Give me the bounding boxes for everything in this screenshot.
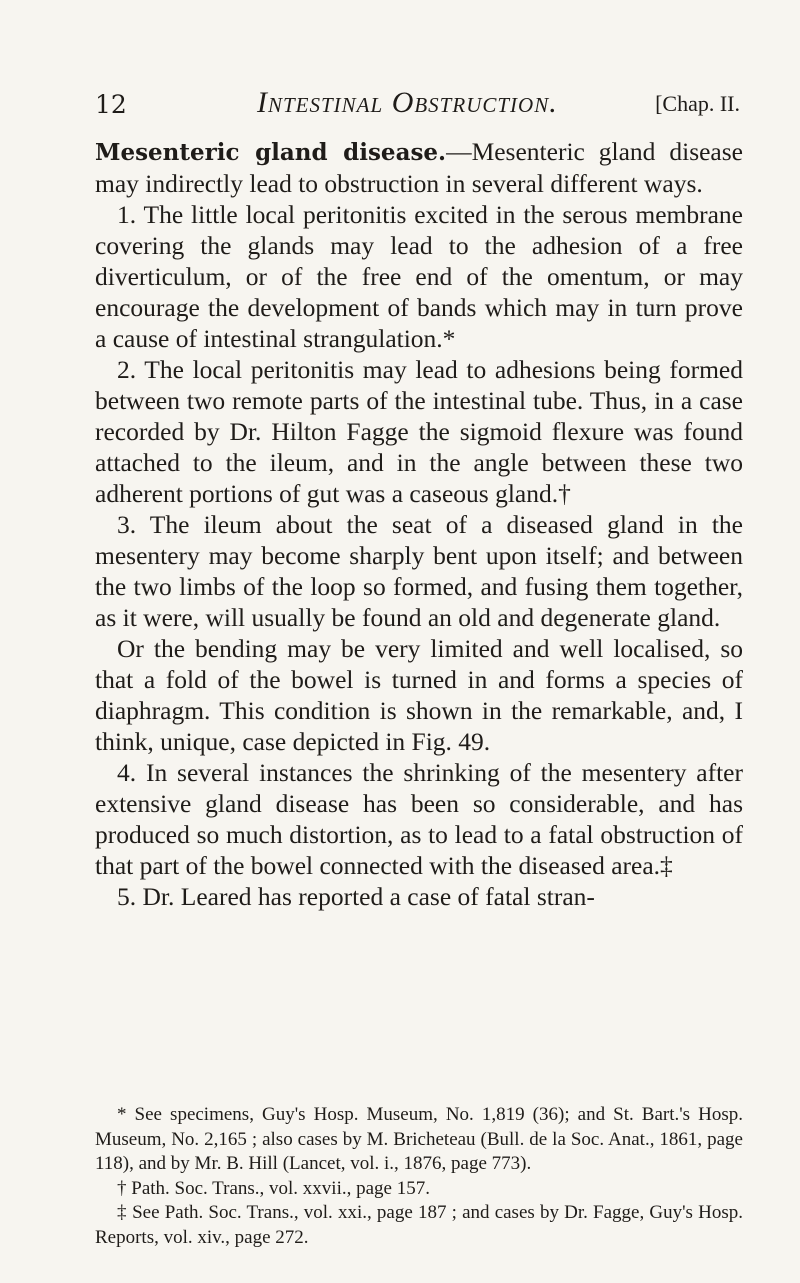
footnotes (95, 1103, 743, 1250)
intro-text: —Mesenteric gland disease may indirectly lead to obstruction in several different ways. (95, 137, 743, 198)
paragraph-2: 2. The local peritonitis may lead to adhesions being formed between two remote parts of the intestinal tube. Thus, in a case recorded by Dr. Hilton Fagge the sigmoid flexure was found attached to the ileum, and in the angle between these two adherent portions of gut was a caseous gland.† (95, 355, 743, 508)
section-heading: Mesenteric gland disease. (95, 139, 447, 166)
paragraph-1: 1. The little local peritonitis excited in the serous membrane covering the glands may lead to the adhesion of a free diverticulum, or of the free end of the omentum, or may encourage the development of bands which may in turn prove a cause of intestinal strangulation.* (95, 200, 743, 353)
page-number: 12 (95, 90, 127, 119)
intro-paragraph (95, 136, 743, 199)
paragraph-3: 3. The ileum about the seat of a diseased gland in the mesentery may become sharply bent upon itself; and between the two limbs of the loop so formed, and fusing them together, as it were, will usually be found an old and degenerate gland. (95, 510, 743, 632)
paragraph-5: 4. In several instances the shrinking of the mesentery after extensive gland disease has been so considerable, and has produced so much distortion, as to lead to a fatal obstruction of that part of the bowel connected with the diseased area.‡ (95, 758, 743, 880)
footnote-3: ‡ See Path. Soc. Trans., vol. xxi., page 187 ; and cases by Dr. Fagge, Guy's Hosp. Reports, vol. xiv., page 272. (95, 1202, 743, 1248)
main-text (95, 136, 743, 912)
paragraph-4: Or the bending may be very limited and well localised, so that a fold of the bowel is turned in and forms a species of diaphragm. This condition is shown in the remarkable, and, I think, unique, case depicted in Fig. 49. (95, 634, 743, 756)
footnote-2: † Path. Soc. Trans., vol. xxvii., page 157. (117, 1177, 430, 1199)
running-title: Intestinal Obstruction. (257, 86, 558, 119)
chapter-label: [Chap. II. (655, 91, 740, 116)
page-header (95, 86, 740, 126)
paragraph-6: 5. Dr. Leared has reported a case of fatal stran- (117, 882, 595, 911)
footnote-1: * See specimens, Guy's Hosp. Museum, No. 1,819 (36); and St. Bart.'s Hosp. Museum, No. 2,165 ; also cases by M. Bricheteau (Bull. de la Soc. Anat., 1861, page 118), and by Mr. B. Hill (Lancet, vol. i., 1876, page 773). (95, 1104, 743, 1174)
